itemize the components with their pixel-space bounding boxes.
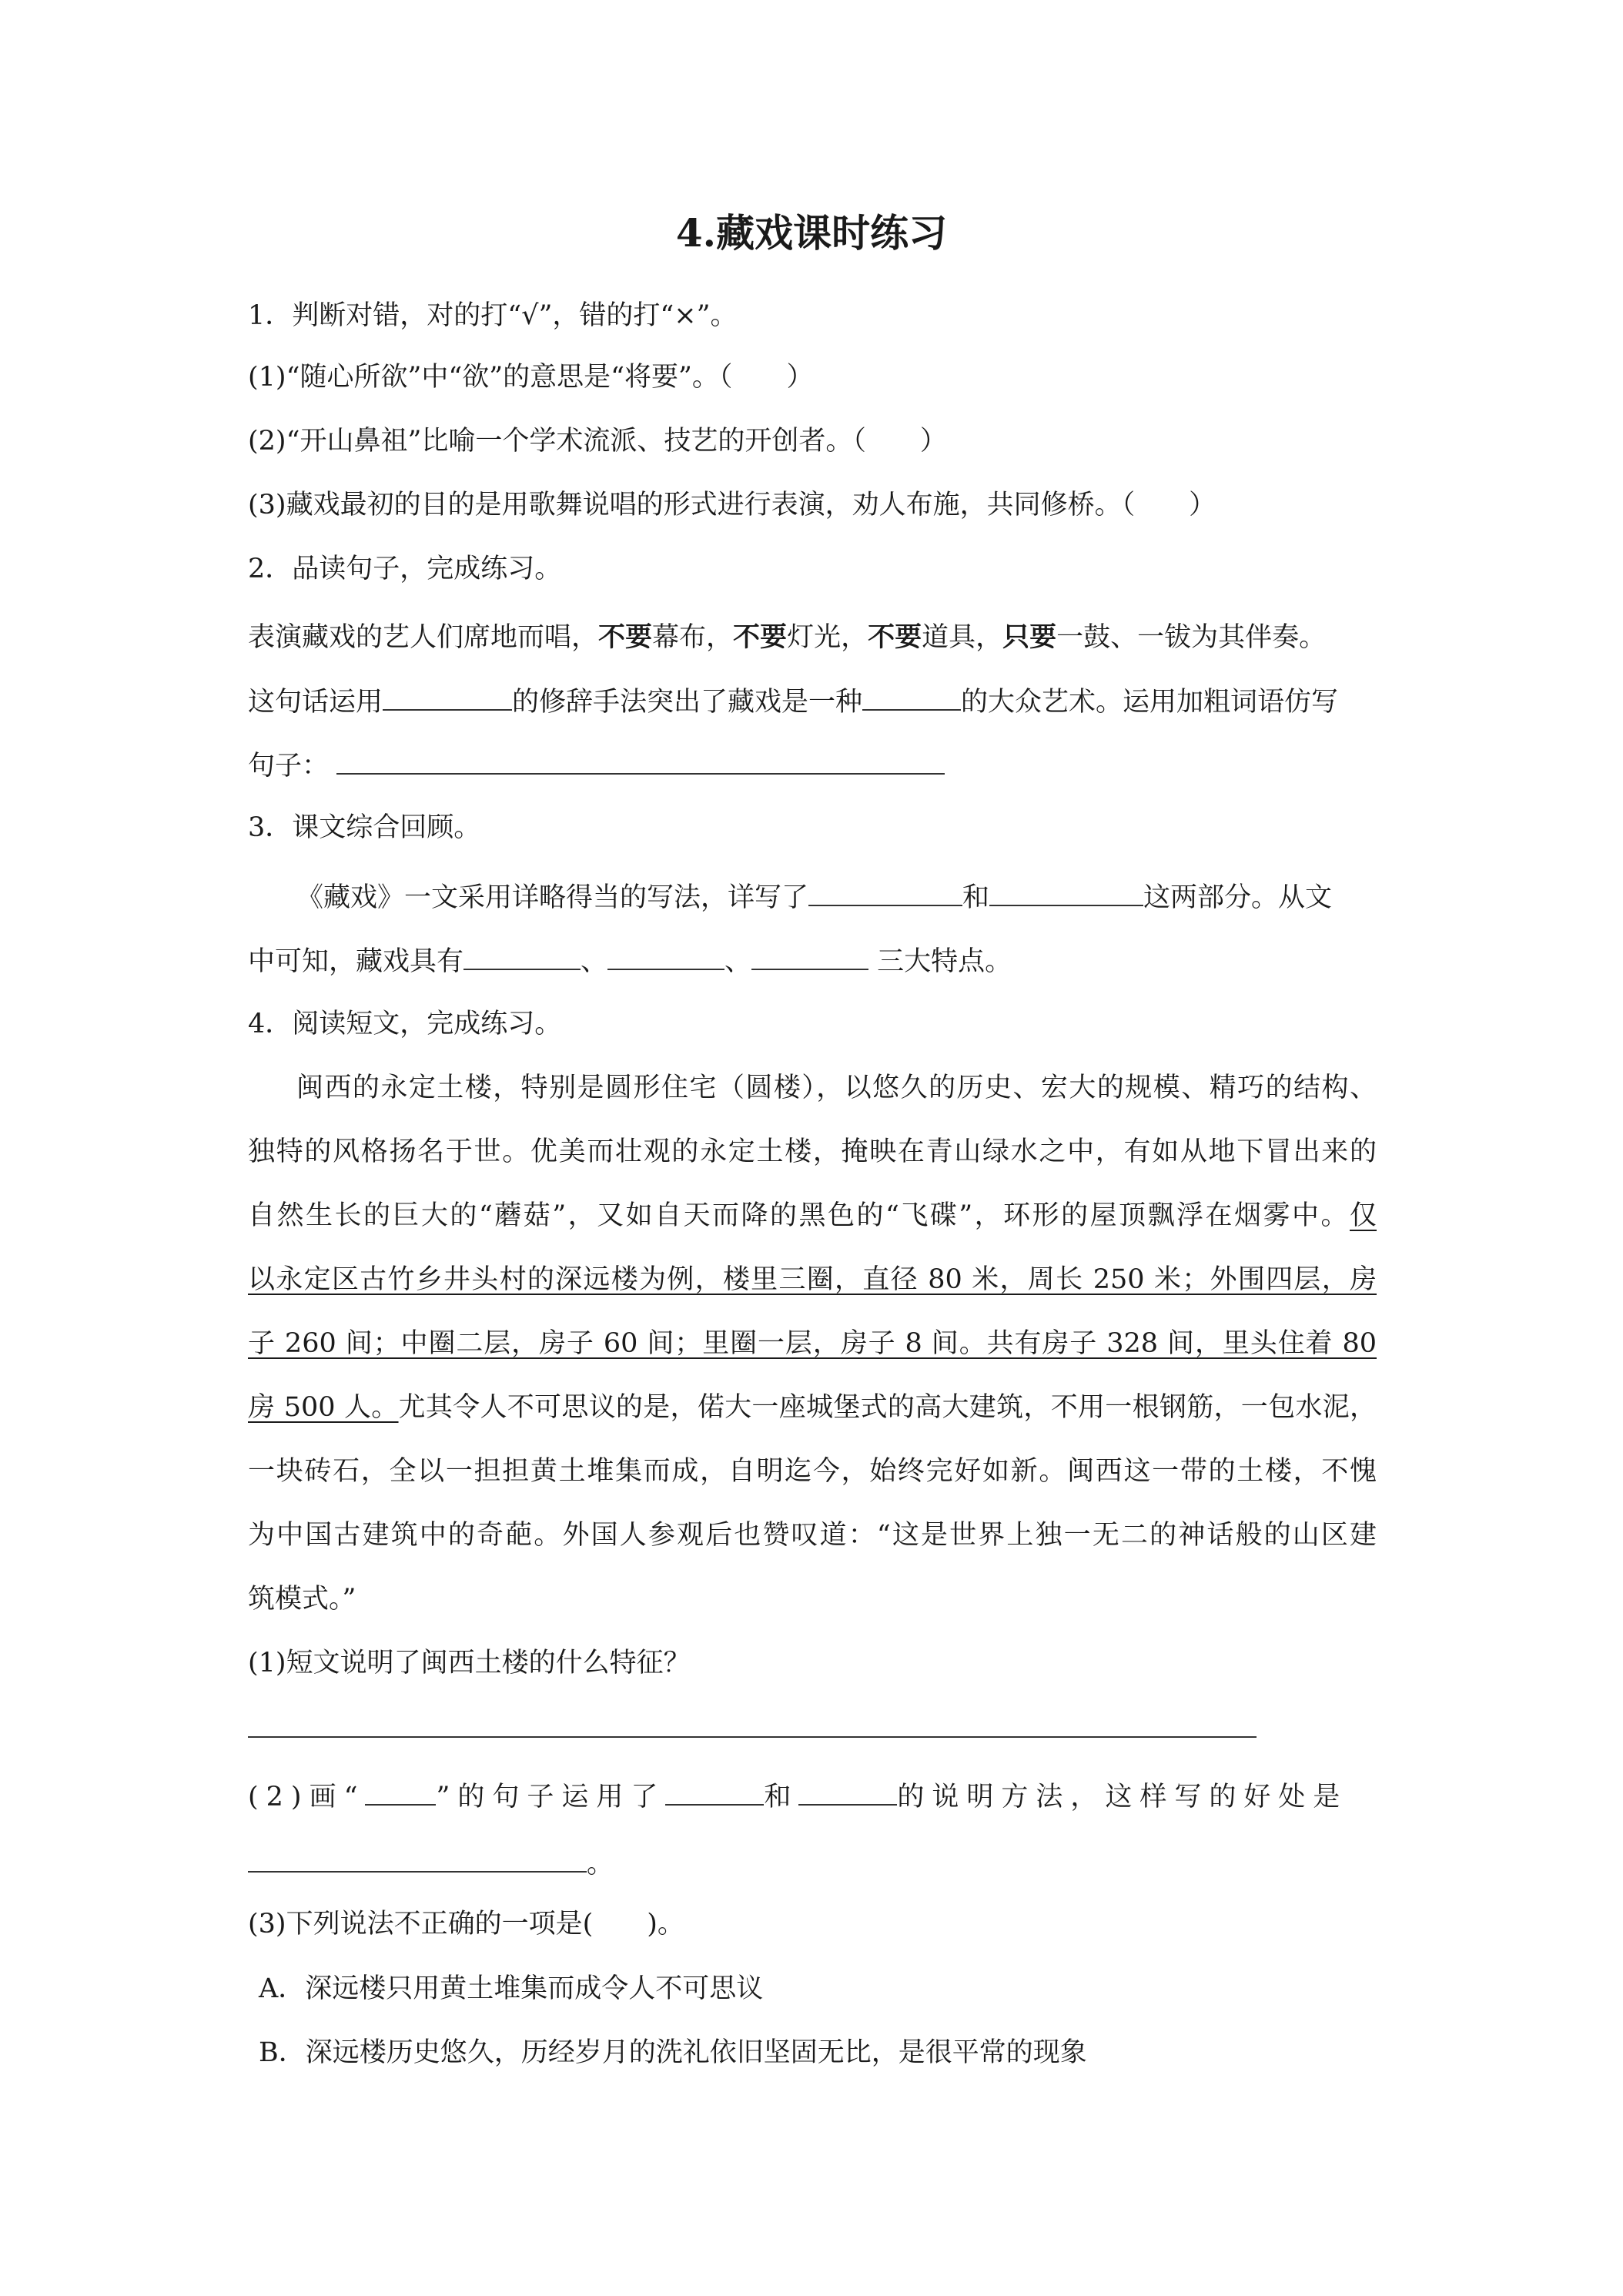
q4-sub-2-text: ”的句子运用了 — [436, 1782, 666, 1812]
q2-blank-rhetoric[interactable] — [383, 681, 512, 711]
q2-text: 的大众艺术。运用加粗词语仿写 — [961, 687, 1339, 718]
q3-blank-1[interactable] — [808, 877, 962, 906]
q2-sentence-part: 道具， — [922, 622, 1003, 653]
passage-line: 一块砖石，全以一担担黄土堆集而成，自明迄今，始终完好如新。闽西这一带的土楼，不愧 — [248, 1456, 1377, 1487]
q2-bold-word: 不要 — [868, 621, 922, 653]
passage-line — [248, 1197, 1377, 1235]
option-a[interactable]: A．深远楼只用黄土堆集而成令人不可思议 — [259, 1973, 764, 2004]
q1-item-3: (3)藏戏最初的目的是用歌舞说唱的形式进行表演，劝人布施，共同修桥。（ ） — [248, 490, 1216, 520]
q4-sub-2-text: 的说明方法，这样写的好处是 — [897, 1782, 1348, 1812]
q4-sub-2-blank-benefit[interactable] — [248, 1843, 587, 1873]
q4-sub-2-text: (2)画“ — [248, 1782, 366, 1812]
q3-text: 《藏戏》一文采用详略得当的写法，详写了 — [296, 882, 809, 913]
q1-stem: 1．判断对错，对的打“√”，错的打“×”。 — [248, 300, 738, 331]
q3-blank-2[interactable] — [989, 877, 1143, 906]
q4-sub-1: (1)短文说明了闽西土楼的什么特征？ — [248, 1648, 691, 1678]
passage-text: 自然生长的巨大的“蘑菇”，又如自天而降的黑色的“飞碟”，环形的屋顶飘浮在烟雾中。 — [248, 1200, 1350, 1231]
q3-blank-feature-1[interactable] — [463, 941, 581, 970]
q2-line-3 — [248, 745, 945, 785]
q4-sub-2-blank-method-1[interactable] — [665, 1776, 764, 1806]
q3-separator: 、 — [724, 946, 752, 977]
q4-sub-3: (3)下列说法不正确的一项是( )。 — [248, 1909, 684, 1940]
q2-bold-word: 只要 — [1002, 621, 1057, 653]
q4-sub-2-text: 和 — [764, 1782, 799, 1812]
passage-line: 独特的风格扬名于世。优美而壮观的永定土楼，掩映在青山绿水之中，有如从地下冒出来的 — [248, 1136, 1377, 1167]
q2-sentence-part: 一鼓、一钹为其伴奏。 — [1056, 622, 1327, 653]
q3-text: 中可知，藏戏具有 — [248, 946, 464, 977]
q4-sub-2-underline-sample — [365, 1776, 436, 1806]
q3-line-2 — [248, 941, 1012, 981]
q3-text: 三大特点。 — [868, 946, 1012, 977]
passage-text: 尤其令人不可思议的是，偌大一座城堡式的高大建筑，不用一根钢筋，一包水泥， — [398, 1392, 1377, 1423]
passage-underlined-text: 房 500 人。 — [248, 1392, 399, 1423]
q4-stem: 4．阅读短文，完成练习。 — [248, 1009, 562, 1039]
q2-text: 的修辞手法突出了藏戏是一种 — [512, 687, 863, 718]
passage-line: 筑模式。” — [248, 1584, 356, 1615]
passage-line — [248, 1388, 1377, 1427]
passage-underlined-text: 仅 — [1349, 1200, 1377, 1231]
option-b[interactable]: B．深远楼历史悠久，历经岁月的洗礼依旧坚固无比，是很平常的现象 — [259, 2037, 1087, 2068]
q2-blank-art-type[interactable] — [862, 681, 961, 711]
q1-item-1: (1)“随心所欲”中“欲”的意思是“将要”。（ ） — [248, 362, 814, 393]
passage-line: 闽西的永定土楼，特别是圆形住宅（圆楼），以悠久的历史、宏大的规模、精巧的结构、 — [296, 1073, 1377, 1103]
q3-blank-feature-2[interactable] — [607, 941, 724, 970]
q2-sentence — [248, 618, 1326, 657]
q2-bold-word: 不要 — [733, 621, 788, 653]
q2-text: 这句话运用 — [248, 687, 383, 718]
q4-sub-1-answer-line[interactable] — [248, 1736, 1257, 1738]
q3-text: 这两部分。从文 — [1143, 882, 1333, 913]
q2-bold-word: 不要 — [598, 621, 653, 653]
passage-line: 为中国古建筑中的奇葩。外国人参观后也赞叹道：“这是世界上独一无二的神话般的山区建 — [248, 1520, 1377, 1551]
q4-sub-2 — [248, 1776, 1347, 1816]
q4-sub-2-line-2 — [248, 1843, 614, 1883]
q4-sub-2-text: 。 — [587, 1849, 614, 1879]
q2-line-2 — [248, 681, 1338, 721]
q3-line-1 — [296, 877, 1332, 917]
q2-blank-imitation[interactable] — [336, 745, 945, 775]
q2-text: 句子： — [248, 751, 330, 782]
q3-blank-feature-3[interactable] — [751, 941, 868, 970]
q2-sentence-part: 表演藏戏的艺人们席地而唱， — [248, 622, 599, 653]
q2-sentence-part: 灯光， — [787, 622, 868, 653]
passage-underlined-line: 以永定区古竹乡井头村的深远楼为例，楼里三圈，直径 80 米，周长 250 米；外围四层，房 — [248, 1264, 1377, 1295]
page-title: 4.藏戏课时练习 — [675, 210, 948, 256]
q3-stem: 3．课文综合回顾。 — [248, 812, 481, 843]
q2-sentence-part: 幕布， — [652, 622, 734, 653]
q3-text: 和 — [962, 882, 990, 913]
q4-sub-2-blank-method-2[interactable] — [798, 1776, 897, 1806]
q2-stem: 2．品读句子，完成练习。 — [248, 554, 562, 584]
passage-underlined-line: 子 260 间；中圈二层，房子 60 间；里圈一层，房子 8 间。共有房子 328 间，里头住着 80 — [248, 1328, 1377, 1359]
q3-separator: 、 — [581, 946, 608, 977]
q1-item-2: (2)“开山鼻祖”比喻一个学术流派、技艺的开创者。（ ） — [248, 426, 947, 457]
